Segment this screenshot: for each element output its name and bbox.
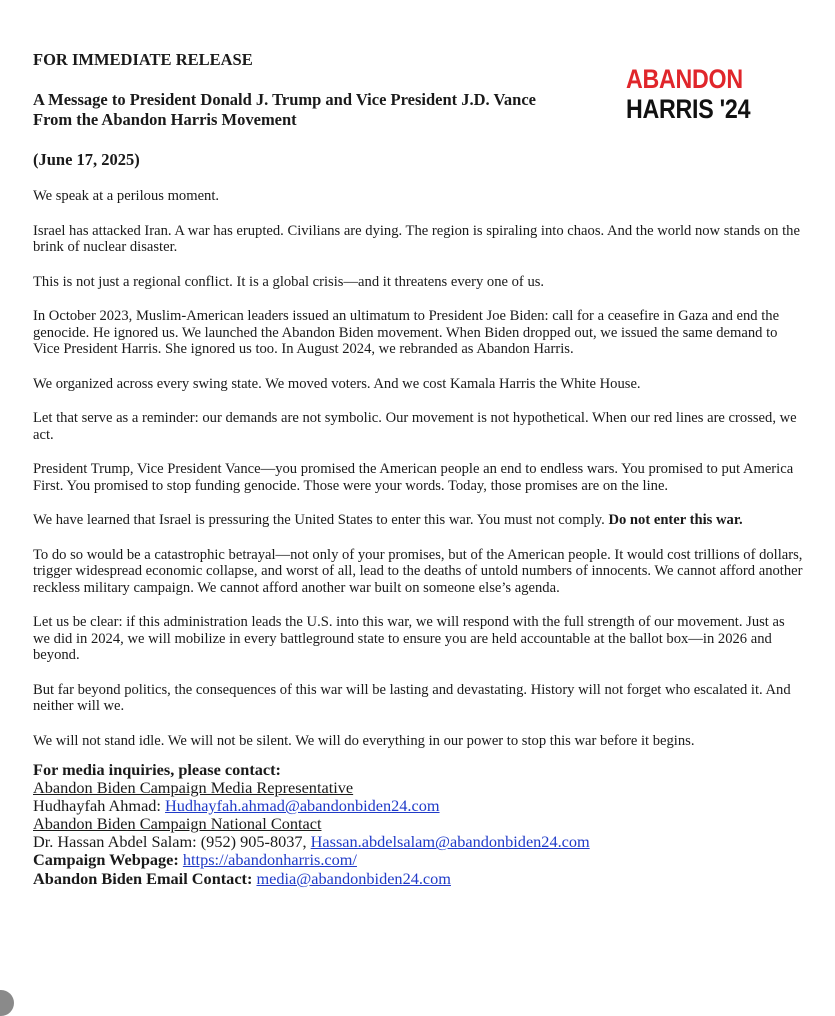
warning-text: We have learned that Israel is pressuring the United States to enter this war. You must not comply. [33,512,609,528]
email-contact-link[interactable]: media@abandonbiden24.com [256,868,451,888]
rep2-line [33,833,803,851]
release-label: FOR IMMEDIATE RELEASE [33,50,253,69]
rep1-line [33,797,803,815]
paragraph: Let us be clear: if this administration leads the U.S. into this war, we will respond with the full strength of our movement. Just as we did in 2024, we will mobilize in every battleground state to ensure you are held accountable at the ballot box—in 2026 and beyond. [33,614,785,663]
webpage-label: Campaign Webpage: [33,850,183,870]
webpage-link[interactable]: https://abandonharris.com/ [182,850,357,870]
rep1-name: Hudhayfah Ahmad: [33,796,166,816]
paragraph: President Trump, Vice President Vance—you promised the American people an end to endless wars. You promised to put America First. You promised to stop funding genocide. Those were your words. Today, those promises are on the line. [33,461,794,494]
logo-line-harris-24: HARRIS '24 [626,94,751,124]
paragraph: But far beyond politics, the consequences of this war will be lasting and devastating. History will not forget who escalated it. And neither will we. [33,681,791,714]
rep2-title: Abandon Biden Campaign National Contact [33,814,322,834]
rep1-title: Abandon Biden Campaign Media Representative [33,778,354,798]
corner-circle-mark [0,990,14,1016]
webpage-line [33,851,803,869]
media-contact-block [33,761,803,888]
warning-emphasis: Do not enter this war. [608,512,743,528]
logo-line-abandon: ABANDON [626,64,743,94]
paragraph: In October 2023, Muslim-American leaders issued an ultimatum to President Joe Biden: call for a ceasefire in Gaza and end the genocide. He ignored us. We launched the Abandon Biden movement. When Biden dropped out, we issued the same demand to Vice President Harris. She ignored us too. In August 2024, we rebranded as Abandon Harris. [33,308,780,357]
contact-heading: For media inquiries, please contact: [33,760,281,779]
paragraph: We speak at a perilous moment. [33,188,220,204]
paragraph: To do so would be a catastrophic betrayal—not only of your promises, but of the American people. It would cost trillions of dollars, trigger widespread economic collapse, and worst of all, lead to the deaths of untold numbers of innocents. We cannot afford another reckless military campaign. We cannot afford another war built on someone else’s agenda. [33,546,803,596]
rep1-email-link[interactable]: Hudhayfah.ahmad@abandonbiden24.com [165,796,440,816]
paragraph: This is not just a regional conflict. It is a global crisis—and it threatens every one of us. [33,273,545,290]
email-contact-label: Abandon Biden Email Contact: [33,868,257,888]
headline: A Message to President Donald J. Trump and Vice President J.D. Vance From the Abandon Harris Movement [33,90,536,129]
paragraph: Israel has attacked Iran. A war has erupted. Civilians are dying. The region is spiraling into chaos. And the world now stands on the brink of nuclear disaster. [33,222,800,255]
press-release [33,50,803,888]
paragraph: We will not stand idle. We will not be silent. We will do everything in our power to stop this war before it begins. [33,732,695,749]
paragraph: Let that serve as a reminder: our demands are not symbolic. Our movement is not hypothetical. When our red lines are crossed, we act. [33,410,797,443]
email-contact-line [33,870,803,888]
paragraph: We organized across every swing state. We moved voters. And we cost Kamala Harris the White House. [33,375,641,392]
rep2-email-link[interactable]: Hassan.abdelsalam@abandonbiden24.com [310,832,590,852]
rep2-name: Dr. Hassan Abdel Salam: (952) 905-8037, [33,832,311,852]
warning-paragraph [33,512,803,529]
release-date: (June 17, 2025) [33,150,140,169]
